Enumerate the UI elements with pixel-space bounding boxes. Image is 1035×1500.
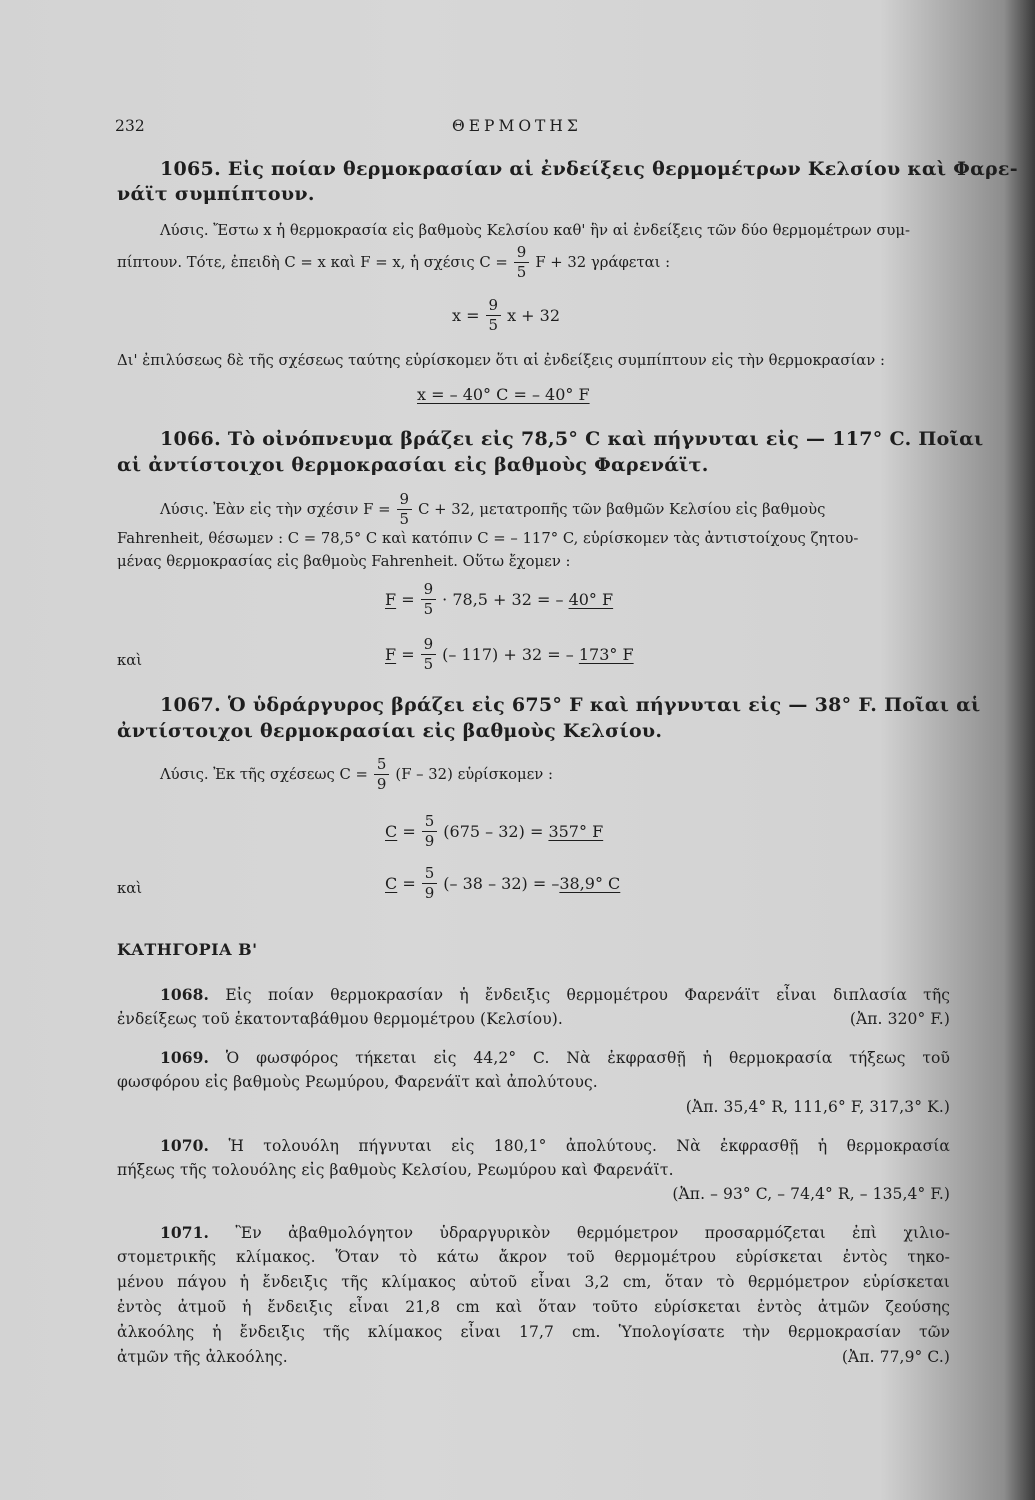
- problem-number: 1068.: [160, 985, 210, 1004]
- problem-1071-line1: 1071. Ἓν ἀβαθμολόγητον ὑδραργυρικὸν θερμόμετρον προσαρμόζεται ἐπὶ χιλιο-: [160, 1223, 950, 1242]
- problem-1069-line2: φωσφόρου εἰς βαθμοὺς Ρεωμύρου, Φαρενάϊτ καὶ ἀπολύτους.: [117, 1073, 598, 1091]
- equation-1066-b: F = $\frac{9}{5}$ (– 117) + 32 = – 173° F: [385, 635, 634, 673]
- problem-number: 1065.: [160, 158, 221, 180]
- category-heading: ΚΑΤΗΓΟΡΙΑ Β': [117, 940, 258, 959]
- fraction: $\frac{9}{5}$: [421, 582, 437, 617]
- problem-1067-heading: [160, 694, 981, 716]
- solution-1067: Λύσις. Ἐκ τῆς σχέσεως C = $\frac{5}{9}$ (F – 32) εὑρίσκομεν :: [160, 755, 553, 793]
- problem-number: 1071.: [160, 1223, 210, 1242]
- problem-1070-line1: 1070. Ἡ τολουόλη πήγνυται εἰς 180,1° ἀπολύτους. Νὰ ἐκφρασθῇ ἡ θερμοκρασία: [160, 1136, 950, 1155]
- fraction: $\frac{9}{5}$: [397, 492, 413, 527]
- problem-number: 1070.: [160, 1136, 210, 1155]
- fraction: $\frac{9}{5}$: [514, 245, 530, 280]
- answer-1069: (Ἀπ. 35,4° R, 111,6° F, 317,3° K.): [685, 1098, 950, 1116]
- fraction: $\frac{5}{9}$: [374, 757, 390, 792]
- problem-1065-heading: [160, 158, 1018, 180]
- problem-1070-line2: πήξεως τῆς τολουόλης εἰς βαθμοὺς Κελσίου, Ρεωμύρου καὶ Φαρενάϊτ.: [117, 1161, 674, 1179]
- and-label: καὶ: [117, 652, 143, 669]
- equation-1067-a: C = $\frac{5}{9}$ (675 – 32) = 357° F: [385, 812, 604, 850]
- problem-1066-heading: [160, 428, 984, 450]
- problem-1068-line2: ἐνδείξεως τοῦ ἑκατονταβάθμου θερμομέτρου (Κελσίου).: [117, 1010, 563, 1028]
- solution-1066-line3: μένας θερμοκρασίας εἰς βαθμοὺς Fahrenheit. Οὕτω ἔχομεν :: [117, 553, 571, 570]
- problem-1071-line2: στομετρικῆς κλίμακος. Ὅταν τὸ κάτω ἄκρον τοῦ θερμομέτρου εὑρίσκεται ἐντὸς τηκο-: [117, 1248, 950, 1266]
- equation-1066-a: F = $\frac{9}{5}$ · 78,5 + 32 = – 40° F: [385, 580, 614, 618]
- problem-1071-line3: μένου πάγου ἡ ἔνδειξις τῆς κλίμακος αὐτοῦ εἶναι 3,2 cm, ὅταν τὸ θερμόμετρον εὑρίσκεται: [117, 1273, 950, 1291]
- result-1065: x = – 40° C = – 40° F: [417, 385, 590, 404]
- fraction: $\frac{9}{5}$: [486, 298, 502, 333]
- problem-number: 1069.: [160, 1048, 210, 1067]
- problem-number: 1067.: [160, 694, 221, 716]
- solution-1065-line2: πίπτουν. Τότε, ἐπειδὴ C = x καὶ F = x, ἡ σχέσις C = $\frac{9}{5}$ F + 32 γράφεται :: [117, 243, 671, 281]
- problem-1065-heading-cont: νάϊτ συμπίπτουν.: [117, 183, 315, 205]
- problem-1069-line1: 1069. Ὁ φωσφόρος τήκεται εἰς 44,2° C. Νὰ ἐκφρασθῇ ἡ θερμοκρασία τήξεως τοῦ: [160, 1048, 950, 1067]
- problem-1068-line1: 1068. Εἰς ποίαν θερμοκρασίαν ἡ ἔνδειξις θερμομέτρου Φαρενάϊτ εἶναι διπλασία τῆς: [160, 985, 950, 1004]
- problem-1071-line6: ἀτμῶν τῆς ἀλκοόλης.: [117, 1348, 288, 1366]
- fraction: $\frac{5}{9}$: [422, 814, 438, 849]
- problem-question: Ὁ ὑδράργυρος βράζει εἰς 675° F καὶ πήγνυται εἰς — 38° F. Ποῖαι αἱ: [227, 694, 981, 716]
- problem-number: 1066.: [160, 428, 221, 450]
- answer-1068: (Ἀπ. 320° F.): [849, 1010, 950, 1028]
- problem-1067-heading-cont: ἀντίστοιχοι θερμοκρασίαι εἰς βαθμοὺς Κελσίου.: [117, 720, 663, 742]
- fraction: $\frac{9}{5}$: [421, 637, 437, 672]
- equation-1067-b: C = $\frac{5}{9}$ (– 38 – 32) = – 38,9° C: [385, 864, 621, 902]
- equation-1065: x = $\frac{9}{5}$ x + 32: [452, 296, 561, 334]
- solution-1065-line1: Λύσις. Ἔστω x ἡ θερμοκρασία εἰς βαθμοὺς Κελσίου καθ' ἣν αἱ ἐνδείξεις τῶν δύο θερμομέτρων συμ-: [160, 222, 911, 239]
- solution-1066-line1: Λύσις. Ἐὰν εἰς τὴν σχέσιν F = $\frac{9}{5}$ C + 32, μετατροπῆς τῶν βαθμῶν Κελσίου εἰς βαθμοὺς: [160, 490, 826, 528]
- problem-1071-line4: ἐντὸς ἀτμοῦ ἡ ἔνδειξις εἶναι 21,8 cm καὶ ὅταν τοῦτο εὑρίσκεται ἐντὸς ἀτμῶν ζεούσης: [117, 1298, 950, 1316]
- solution-1065-line3: Δι' ἐπιλύσεως δὲ τῆς σχέσεως ταύτης εὑρίσκομεν ὅτι αἱ ἐνδείξεις συμπίπτουν εἰς τὴν θερμοκρασίαν :: [117, 352, 885, 369]
- answer-1071: (Ἀπ. 77,9° C.): [841, 1348, 950, 1366]
- problem-1066-heading-cont: αἱ ἀντίστοιχοι θερμοκρασίαι εἰς βαθμοὺς Φαρενάϊτ.: [117, 454, 709, 476]
- page-number: 232: [115, 117, 145, 135]
- running-title: ΘΕΡΜΟΤΗΣ: [452, 117, 582, 135]
- fraction: $\frac{5}{9}$: [422, 866, 438, 901]
- and-label: καὶ: [117, 880, 143, 897]
- solution-1066-line2: Fahrenheit, θέσωμεν : C = 78,5° C καὶ κατόπιν C = – 117° C, εὑρίσκομεν τὰς ἀντιστοίχους ζητου-: [117, 530, 859, 547]
- problem-1071-line5: ἀλκοόλης ἡ ἔνδειξις τῆς κλίμακος εἶναι 17,7 cm. Ὑπολογίσατε τὴν θερμοκρασίαν τῶν: [117, 1323, 950, 1341]
- answer-1070: (Ἀπ. – 93° C, – 74,4° R, – 135,4° F.): [672, 1185, 950, 1203]
- problem-question: Εἰς ποίαν θερμοκρασίαν αἱ ἐνδείξεις θερμομέτρων Κελσίου καὶ Φαρε-: [227, 158, 1018, 180]
- problem-question: Τὸ οἰνόπνευμα βράζει εἰς 78,5° C καὶ πήγνυται εἰς — 117° C. Ποῖαι: [227, 428, 984, 450]
